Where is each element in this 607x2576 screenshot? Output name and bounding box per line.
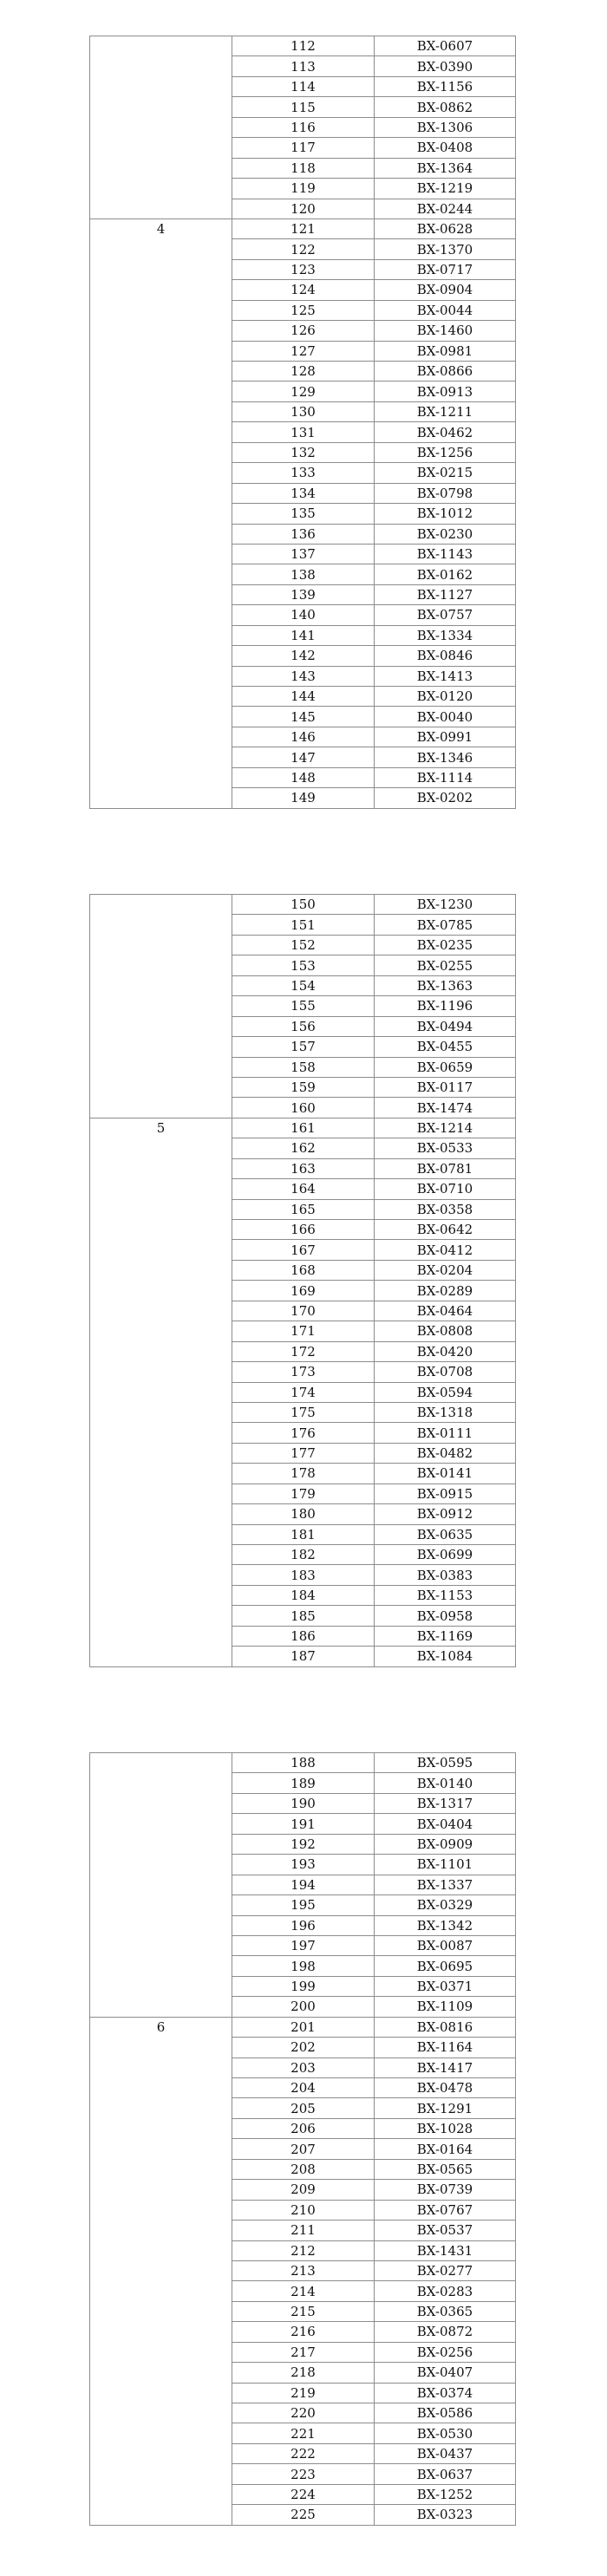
code-cell: BX-0255 bbox=[375, 955, 516, 975]
number-cell: 207 bbox=[232, 2139, 375, 2159]
number-cell: 213 bbox=[232, 2260, 375, 2280]
code-cell: BX-0437 bbox=[375, 2443, 516, 2463]
code-cell: BX-0991 bbox=[375, 727, 516, 747]
code-cell: BX-0408 bbox=[375, 138, 516, 158]
number-cell: 174 bbox=[232, 1382, 375, 1402]
code-cell: BX-0909 bbox=[375, 1834, 516, 1854]
number-cell: 149 bbox=[232, 788, 375, 808]
number-cell: 142 bbox=[232, 646, 375, 666]
code-cell: BX-0407 bbox=[375, 2363, 516, 2383]
number-cell: 129 bbox=[232, 382, 375, 401]
number-cell: 169 bbox=[232, 1281, 375, 1301]
number-cell: 181 bbox=[232, 1524, 375, 1544]
code-cell: BX-0215 bbox=[375, 463, 516, 483]
code-cell: BX-0141 bbox=[375, 1464, 516, 1484]
code-cell: BX-1256 bbox=[375, 442, 516, 462]
number-cell: 148 bbox=[232, 767, 375, 787]
code-cell: BX-0866 bbox=[375, 362, 516, 382]
code-cell: BX-1363 bbox=[375, 975, 516, 995]
number-cell: 151 bbox=[232, 915, 375, 935]
code-cell: BX-0404 bbox=[375, 1814, 516, 1834]
code-cell: BX-1474 bbox=[375, 1098, 516, 1118]
code-cell: BX-0420 bbox=[375, 1341, 516, 1361]
code-cell: BX-0607 bbox=[375, 36, 516, 56]
code-cell: BX-0204 bbox=[375, 1260, 516, 1280]
number-cell: 140 bbox=[232, 605, 375, 625]
number-cell: 136 bbox=[232, 524, 375, 544]
code-cell: BX-0808 bbox=[375, 1321, 516, 1341]
code-cell: BX-1417 bbox=[375, 2058, 516, 2077]
number-cell: 183 bbox=[232, 1565, 375, 1585]
number-cell: 187 bbox=[232, 1647, 375, 1666]
number-cell: 155 bbox=[232, 996, 375, 1016]
code-cell: BX-1028 bbox=[375, 2118, 516, 2138]
code-cell: BX-0637 bbox=[375, 2464, 516, 2484]
number-cell: 200 bbox=[232, 1997, 375, 2017]
code-cell: BX-0202 bbox=[375, 788, 516, 808]
number-cell: 167 bbox=[232, 1240, 375, 1260]
code-cell: BX-0913 bbox=[375, 382, 516, 401]
code-cell: BX-1012 bbox=[375, 504, 516, 524]
code-cell: BX-1109 bbox=[375, 1997, 516, 2017]
number-cell: 118 bbox=[232, 158, 375, 178]
code-cell: BX-0289 bbox=[375, 1281, 516, 1301]
number-cell: 218 bbox=[232, 2363, 375, 2383]
table-row bbox=[90, 36, 516, 56]
code-cell: BX-1169 bbox=[375, 1626, 516, 1646]
number-cell: 191 bbox=[232, 1814, 375, 1834]
number-cell: 184 bbox=[232, 1585, 375, 1605]
number-cell: 121 bbox=[232, 218, 375, 238]
code-cell: BX-0390 bbox=[375, 56, 516, 76]
assignment-table bbox=[89, 36, 516, 809]
table-row bbox=[90, 1753, 516, 1773]
table-row bbox=[90, 1118, 516, 1138]
number-cell: 216 bbox=[232, 2322, 375, 2342]
code-cell: BX-0781 bbox=[375, 1158, 516, 1178]
number-cell: 219 bbox=[232, 2383, 375, 2403]
code-cell: BX-0785 bbox=[375, 915, 516, 935]
code-cell: BX-0981 bbox=[375, 341, 516, 361]
code-cell: BX-0464 bbox=[375, 1301, 516, 1321]
code-cell: BX-0695 bbox=[375, 1956, 516, 1976]
number-cell: 161 bbox=[232, 1118, 375, 1138]
code-cell: BX-0767 bbox=[375, 2200, 516, 2220]
number-cell: 211 bbox=[232, 2221, 375, 2240]
code-cell: BX-0739 bbox=[375, 2180, 516, 2200]
number-cell: 112 bbox=[232, 36, 375, 56]
number-cell: 131 bbox=[232, 422, 375, 442]
number-cell: 212 bbox=[232, 2240, 375, 2260]
number-cell: 145 bbox=[232, 707, 375, 727]
number-cell: 189 bbox=[232, 1773, 375, 1793]
number-cell: 171 bbox=[232, 1321, 375, 1341]
code-cell: BX-0659 bbox=[375, 1057, 516, 1077]
number-cell: 198 bbox=[232, 1956, 375, 1976]
number-cell: 165 bbox=[232, 1199, 375, 1219]
code-cell: BX-0230 bbox=[375, 524, 516, 544]
code-cell: BX-1211 bbox=[375, 401, 516, 421]
number-cell: 168 bbox=[232, 1260, 375, 1280]
number-cell: 160 bbox=[232, 1098, 375, 1118]
number-cell: 205 bbox=[232, 2098, 375, 2118]
number-cell: 138 bbox=[232, 564, 375, 584]
code-cell: BX-1127 bbox=[375, 584, 516, 604]
group-label: 4 bbox=[156, 220, 166, 237]
number-cell: 204 bbox=[232, 2078, 375, 2098]
number-cell: 115 bbox=[232, 97, 375, 117]
code-cell: BX-0117 bbox=[375, 1077, 516, 1097]
code-cell: BX-1318 bbox=[375, 1402, 516, 1422]
code-cell: BX-1317 bbox=[375, 1793, 516, 1813]
number-cell: 225 bbox=[232, 2505, 375, 2525]
table-row bbox=[90, 895, 516, 915]
number-cell: 134 bbox=[232, 483, 375, 503]
code-cell: BX-0323 bbox=[375, 2505, 516, 2525]
code-cell: BX-0872 bbox=[375, 2322, 516, 2342]
code-cell: BX-0594 bbox=[375, 1382, 516, 1402]
code-cell: BX-0044 bbox=[375, 300, 516, 320]
code-cell: BX-0162 bbox=[375, 564, 516, 584]
number-cell: 195 bbox=[232, 1895, 375, 1915]
code-cell: BX-0912 bbox=[375, 1504, 516, 1524]
code-cell: BX-1334 bbox=[375, 625, 516, 645]
code-cell: BX-0862 bbox=[375, 97, 516, 117]
number-cell: 153 bbox=[232, 955, 375, 975]
number-cell: 154 bbox=[232, 975, 375, 995]
number-cell: 185 bbox=[232, 1606, 375, 1626]
code-cell: BX-1364 bbox=[375, 158, 516, 178]
number-cell: 176 bbox=[232, 1423, 375, 1443]
code-cell: BX-0462 bbox=[375, 422, 516, 442]
number-cell: 224 bbox=[232, 2484, 375, 2504]
code-cell: BX-0120 bbox=[375, 687, 516, 707]
number-cell: 122 bbox=[232, 239, 375, 259]
number-cell: 127 bbox=[232, 341, 375, 361]
number-cell: 114 bbox=[232, 76, 375, 96]
number-cell: 137 bbox=[232, 544, 375, 564]
code-cell: BX-0642 bbox=[375, 1220, 516, 1240]
code-cell: BX-0530 bbox=[375, 2423, 516, 2443]
number-cell: 203 bbox=[232, 2058, 375, 2077]
code-cell: BX-1460 bbox=[375, 321, 516, 341]
number-cell: 178 bbox=[232, 1464, 375, 1484]
code-cell: BX-1230 bbox=[375, 895, 516, 915]
group-label: 5 bbox=[156, 1119, 166, 1136]
code-cell: BX-1342 bbox=[375, 1915, 516, 1935]
code-cell: BX-1306 bbox=[375, 117, 516, 137]
number-cell: 133 bbox=[232, 463, 375, 483]
number-cell: 152 bbox=[232, 935, 375, 955]
code-cell: BX-0371 bbox=[375, 1976, 516, 1996]
code-cell: BX-0717 bbox=[375, 259, 516, 279]
number-cell: 202 bbox=[232, 2038, 375, 2058]
code-cell: BX-1156 bbox=[375, 76, 516, 96]
number-cell: 180 bbox=[232, 1504, 375, 1524]
number-cell: 113 bbox=[232, 56, 375, 76]
number-cell: 172 bbox=[232, 1341, 375, 1361]
code-cell: BX-0595 bbox=[375, 1753, 516, 1773]
code-cell: BX-1337 bbox=[375, 1875, 516, 1895]
group-cell bbox=[90, 36, 232, 219]
number-cell: 125 bbox=[232, 300, 375, 320]
number-cell: 214 bbox=[232, 2281, 375, 2301]
number-cell: 223 bbox=[232, 2464, 375, 2484]
group-cell bbox=[90, 218, 232, 808]
code-cell: BX-0537 bbox=[375, 2221, 516, 2240]
code-cell: BX-0383 bbox=[375, 1565, 516, 1585]
code-cell: BX-1143 bbox=[375, 544, 516, 564]
number-cell: 209 bbox=[232, 2180, 375, 2200]
code-cell: BX-1370 bbox=[375, 239, 516, 259]
number-cell: 130 bbox=[232, 401, 375, 421]
number-cell: 182 bbox=[232, 1545, 375, 1565]
code-cell: BX-0164 bbox=[375, 2139, 516, 2159]
number-cell: 197 bbox=[232, 1935, 375, 1955]
code-cell: BX-0565 bbox=[375, 2159, 516, 2179]
number-cell: 146 bbox=[232, 727, 375, 747]
code-cell: BX-0533 bbox=[375, 1138, 516, 1158]
number-cell: 159 bbox=[232, 1077, 375, 1097]
number-cell: 173 bbox=[232, 1362, 375, 1382]
code-cell: BX-0374 bbox=[375, 2383, 516, 2403]
code-cell: BX-0494 bbox=[375, 1016, 516, 1036]
code-cell: BX-0478 bbox=[375, 2078, 516, 2098]
code-cell: BX-1164 bbox=[375, 2038, 516, 2058]
number-cell: 124 bbox=[232, 280, 375, 300]
code-cell: BX-1101 bbox=[375, 1855, 516, 1875]
group-label: 6 bbox=[156, 2018, 166, 2035]
number-cell: 220 bbox=[232, 2403, 375, 2423]
number-cell: 157 bbox=[232, 1037, 375, 1057]
number-cell: 128 bbox=[232, 362, 375, 382]
number-cell: 120 bbox=[232, 199, 375, 218]
number-cell: 166 bbox=[232, 1220, 375, 1240]
number-cell: 179 bbox=[232, 1484, 375, 1503]
number-cell: 141 bbox=[232, 625, 375, 645]
code-cell: BX-1291 bbox=[375, 2098, 516, 2118]
number-cell: 144 bbox=[232, 687, 375, 707]
code-cell: BX-0329 bbox=[375, 1895, 516, 1915]
code-cell: BX-0798 bbox=[375, 483, 516, 503]
code-cell: BX-0040 bbox=[375, 707, 516, 727]
number-cell: 194 bbox=[232, 1875, 375, 1895]
code-cell: BX-1196 bbox=[375, 996, 516, 1016]
number-cell: 123 bbox=[232, 259, 375, 279]
number-cell: 215 bbox=[232, 2301, 375, 2321]
code-cell: BX-0708 bbox=[375, 1362, 516, 1382]
code-cell: BX-1431 bbox=[375, 2240, 516, 2260]
number-cell: 156 bbox=[232, 1016, 375, 1036]
code-cell: BX-0915 bbox=[375, 1484, 516, 1503]
code-cell: BX-1153 bbox=[375, 1585, 516, 1605]
group-cell bbox=[90, 1118, 232, 1666]
table-row bbox=[90, 218, 516, 238]
number-cell: 170 bbox=[232, 1301, 375, 1321]
number-cell: 210 bbox=[232, 2200, 375, 2220]
number-cell: 222 bbox=[232, 2443, 375, 2463]
number-cell: 206 bbox=[232, 2118, 375, 2138]
group-cell bbox=[90, 1753, 232, 2018]
code-cell: BX-0904 bbox=[375, 280, 516, 300]
code-cell: BX-0235 bbox=[375, 935, 516, 955]
number-cell: 193 bbox=[232, 1855, 375, 1875]
number-cell: 190 bbox=[232, 1793, 375, 1813]
code-cell: BX-1214 bbox=[375, 1118, 516, 1138]
code-cell: BX-0358 bbox=[375, 1199, 516, 1219]
table-row bbox=[90, 2017, 516, 2037]
code-cell: BX-0846 bbox=[375, 646, 516, 666]
code-cell: BX-0482 bbox=[375, 1443, 516, 1463]
number-cell: 163 bbox=[232, 1158, 375, 1178]
code-cell: BX-0699 bbox=[375, 1545, 516, 1565]
code-cell: BX-1346 bbox=[375, 747, 516, 767]
group-cell bbox=[90, 895, 232, 1118]
number-cell: 177 bbox=[232, 1443, 375, 1463]
number-cell: 135 bbox=[232, 504, 375, 524]
code-cell: BX-0087 bbox=[375, 1935, 516, 1955]
code-cell: BX-0710 bbox=[375, 1179, 516, 1199]
code-cell: BX-0283 bbox=[375, 2281, 516, 2301]
number-cell: 147 bbox=[232, 747, 375, 767]
assignment-table bbox=[89, 894, 516, 1667]
number-cell: 117 bbox=[232, 138, 375, 158]
number-cell: 116 bbox=[232, 117, 375, 137]
number-cell: 158 bbox=[232, 1057, 375, 1077]
number-cell: 139 bbox=[232, 584, 375, 604]
code-cell: BX-1219 bbox=[375, 179, 516, 199]
code-cell: BX-1252 bbox=[375, 2484, 516, 2504]
number-cell: 192 bbox=[232, 1834, 375, 1854]
number-cell: 126 bbox=[232, 321, 375, 341]
number-cell: 132 bbox=[232, 442, 375, 462]
code-cell: BX-0635 bbox=[375, 1524, 516, 1544]
code-cell: BX-0958 bbox=[375, 1606, 516, 1626]
code-cell: BX-0140 bbox=[375, 1773, 516, 1793]
number-cell: 199 bbox=[232, 1976, 375, 1996]
number-cell: 175 bbox=[232, 1402, 375, 1422]
code-cell: BX-0365 bbox=[375, 2301, 516, 2321]
code-cell: BX-1114 bbox=[375, 767, 516, 787]
number-cell: 208 bbox=[232, 2159, 375, 2179]
number-cell: 150 bbox=[232, 895, 375, 915]
number-cell: 196 bbox=[232, 1915, 375, 1935]
number-cell: 119 bbox=[232, 179, 375, 199]
number-cell: 186 bbox=[232, 1626, 375, 1646]
code-cell: BX-0757 bbox=[375, 605, 516, 625]
code-cell: BX-1413 bbox=[375, 666, 516, 686]
number-cell: 164 bbox=[232, 1179, 375, 1199]
number-cell: 162 bbox=[232, 1138, 375, 1158]
code-cell: BX-1084 bbox=[375, 1647, 516, 1666]
code-cell: BX-0412 bbox=[375, 1240, 516, 1260]
code-cell: BX-0586 bbox=[375, 2403, 516, 2423]
group-cell bbox=[90, 2017, 232, 2525]
code-cell: BX-0455 bbox=[375, 1037, 516, 1057]
code-cell: BX-0256 bbox=[375, 2342, 516, 2362]
number-cell: 217 bbox=[232, 2342, 375, 2362]
number-cell: 201 bbox=[232, 2017, 375, 2037]
code-cell: BX-0277 bbox=[375, 2260, 516, 2280]
number-cell: 188 bbox=[232, 1753, 375, 1773]
code-cell: BX-0816 bbox=[375, 2017, 516, 2037]
code-cell: BX-0111 bbox=[375, 1423, 516, 1443]
assignment-table bbox=[89, 1752, 516, 2526]
code-cell: BX-0628 bbox=[375, 218, 516, 238]
number-cell: 143 bbox=[232, 666, 375, 686]
number-cell: 221 bbox=[232, 2423, 375, 2443]
code-cell: BX-0244 bbox=[375, 199, 516, 218]
